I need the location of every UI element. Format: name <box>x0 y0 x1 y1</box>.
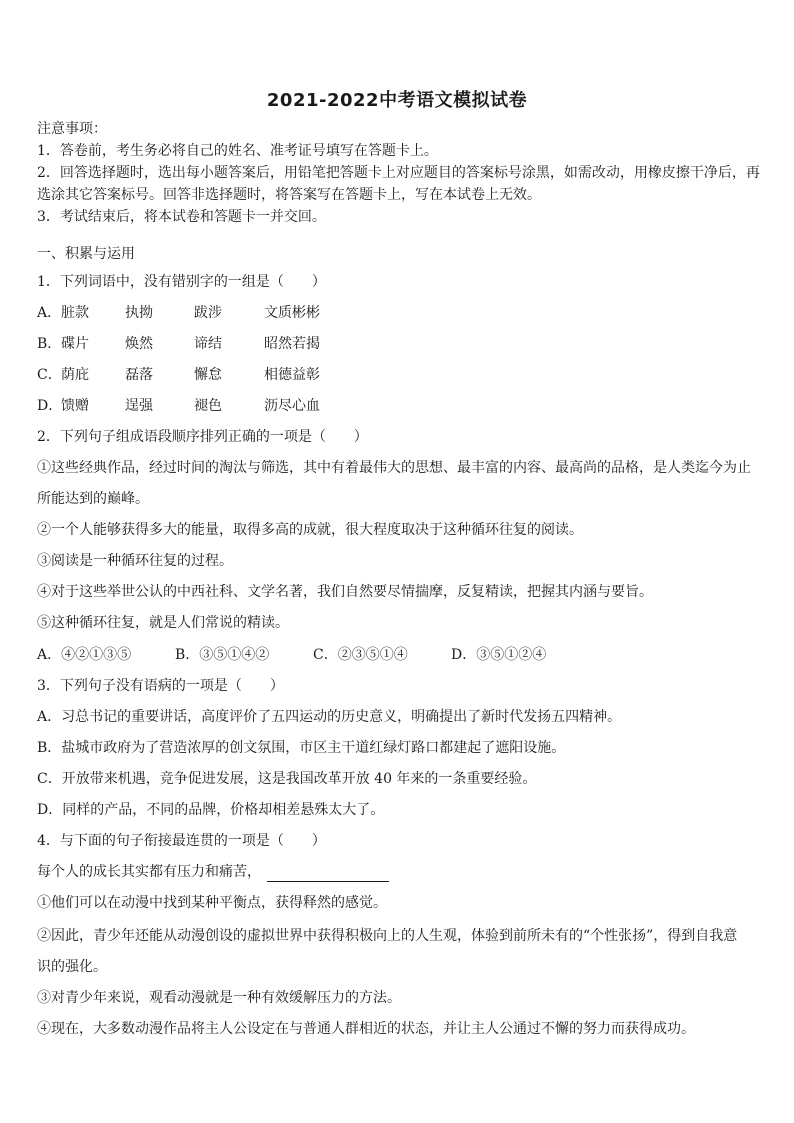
lead-text: 每个人的成长其实都有压力和痛苦， <box>37 864 261 880</box>
option-label: D． <box>37 398 63 414</box>
answer-blank <box>267 865 389 882</box>
option-word: 沥尽心血 <box>264 398 320 414</box>
option: C．②③⑤①④ <box>313 647 408 663</box>
option-word: 逞强 <box>125 398 153 414</box>
option-word: 文质彬彬 <box>264 305 320 321</box>
option: C．开放带来机遇，竞争促进发展，这是我国改革开放 40 年来的一条重要经验。 <box>37 771 537 787</box>
option: D．同样的产品，不同的品牌，价格却相差悬殊太大了。 <box>37 802 385 818</box>
sentence: ④对于这些举世公认的中西社科、文学名著，我们自然要尽情揣摩，反复精读，把握其内涵与要旨。 <box>37 584 653 600</box>
option-word: 碟片 <box>61 336 89 352</box>
sentence: ③阅读是一种循环往复的过程。 <box>37 553 233 569</box>
sentence: ③对青少年来说，观看动漫就是一种有效缓解压力的方法。 <box>37 990 401 1006</box>
lead-sentence <box>37 862 759 882</box>
sentence: 所能达到的巅峰。 <box>37 491 149 507</box>
option: B．③⑤①④② <box>175 647 270 663</box>
notice-item: 2．回答选择题时，选出每小题答案后，用铅笔把答题卡上对应题目的答案标号涂黑，如需改动，用橡皮擦干净后，再 <box>37 165 760 181</box>
option-label: A． <box>37 305 62 321</box>
option-word: 谛结 <box>194 336 222 352</box>
page-title: 2021-2022中考语文模拟试卷 <box>266 90 528 111</box>
section-heading: 一、积累与运用 <box>37 246 135 262</box>
question-1-stem: 1．下列词语中，没有错别字的一组是（ ） <box>37 274 326 290</box>
option: B．盐城市政府为了营造浓厚的创文氛围，市区主干道红绿灯路口都建起了遮阳设施。 <box>37 740 566 756</box>
option-word: 馈赠 <box>61 398 89 414</box>
sentence: ①他们可以在动漫中找到某种平衡点，获得释然的感觉。 <box>37 895 387 911</box>
sentence: ②因此，青少年还能从动漫创设的虚拟世界中获得积极向上的人生观，体验到前所未有的“个性张扬”，得到自我意 <box>37 928 738 944</box>
notice-item: 3．考试结束后，将本试卷和答题卡一并交回。 <box>37 209 326 225</box>
notice-item: 选涂其它答案标号。回答非选择题时，将答案写在答题卡上，写在本试卷上无效。 <box>37 187 541 203</box>
option-word: 昭然若揭 <box>264 336 320 352</box>
option-word: 磊落 <box>125 367 153 383</box>
question-3-stem: 3．下列句子没有语病的一项是（ ） <box>37 678 284 694</box>
notice-item: 1．答卷前，考生务必将自己的姓名、准考证号填写在答题卡上。 <box>37 143 438 159</box>
option-word: 脏款 <box>61 305 89 321</box>
option-word: 跋涉 <box>194 305 222 321</box>
sentence: ④现在，大多数动漫作品将主人公设定在与普通人群相近的状态，并让主人公通过不懈的努力而获得成功。 <box>37 1021 695 1037</box>
sentence: ⑤这种循环往复，就是人们常说的精读。 <box>37 615 289 631</box>
option: D．③⑤①②④ <box>451 647 547 663</box>
notice-heading: 注意事项： <box>37 121 107 137</box>
question-4-stem: 4．与下面的句子衔接最连贯的一项是（ ） <box>37 833 326 849</box>
option-label: C． <box>37 367 62 383</box>
option-word: 懈怠 <box>194 367 222 383</box>
option: A．习总书记的重要讲话，高度评价了五四运动的历史意义，明确提出了新时代发扬五四精神。 <box>37 709 622 725</box>
sentence: ①这些经典作品，经过时间的淘汰与筛选，其中有着最伟大的思想、最丰富的内容、最高尚的品格，是人类迄今为止 <box>37 460 751 476</box>
option-word: 焕然 <box>125 336 153 352</box>
option-word: 相德益彰 <box>264 367 320 383</box>
option-word: 褪色 <box>194 398 222 414</box>
option-word: 执拗 <box>125 305 153 321</box>
sentence: ②一个人能够获得多大的能量，取得多高的成就，很大程度取决于这种循环往复的阅读。 <box>37 522 583 538</box>
option-word: 荫庇 <box>61 367 89 383</box>
sentence: 识的强化。 <box>37 959 107 975</box>
question-2-stem: 2．下列句子组成语段顺序排列正确的一项是（ ） <box>37 429 368 445</box>
option: A．④②①③⑤ <box>37 647 132 663</box>
option-label: B． <box>37 336 62 352</box>
